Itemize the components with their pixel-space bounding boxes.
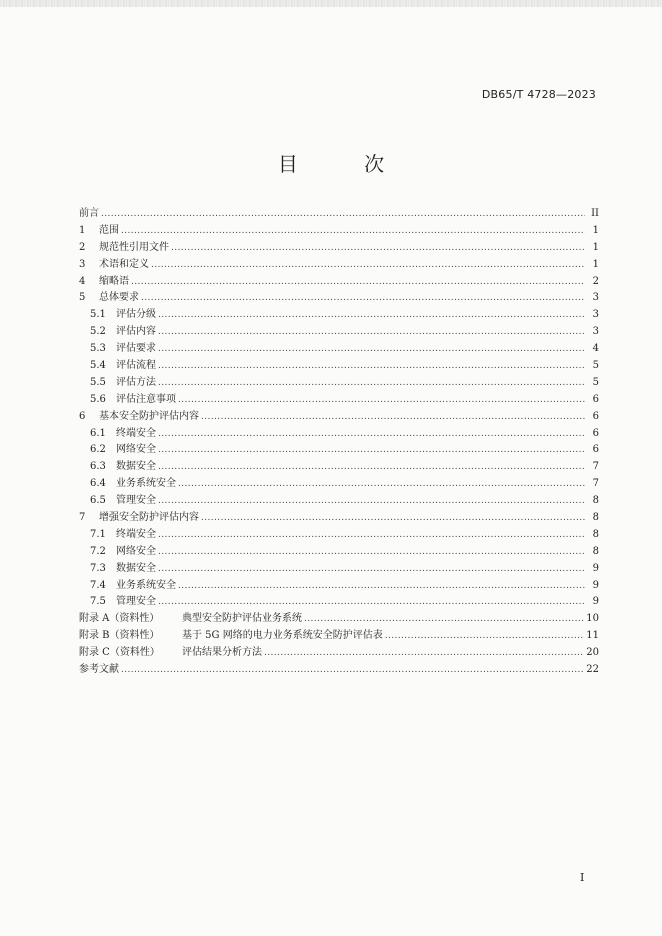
toc-entry[interactable] (79, 578, 599, 595)
toc-entry[interactable] (79, 611, 599, 628)
toc-entry[interactable] (79, 206, 599, 223)
page-title: 目 次 (277, 152, 415, 176)
toc-entry-number: 7 (79, 512, 86, 524)
toc-entry[interactable] (79, 442, 599, 459)
toc-entry-title: 管理安全 (116, 596, 156, 608)
toc-entry[interactable] (79, 527, 599, 544)
toc-entry-title: 评估内容 (116, 326, 156, 338)
toc-entry-number: 附录 B（资料性） (79, 630, 160, 642)
toc-entry-title: 增强安全防护评估内容 (99, 512, 199, 524)
toc-entry-page: 5 (592, 376, 599, 388)
dot-leader (171, 240, 585, 257)
dot-leader (264, 645, 584, 662)
toc-entry-number: 2 (79, 241, 86, 253)
toc-entry-number: 6.3 (90, 461, 106, 473)
toc-entry[interactable] (79, 493, 599, 510)
toc-entry-number: 6.2 (90, 444, 106, 456)
toc-entry[interactable] (79, 392, 599, 409)
toc-entry-page: 4 (592, 343, 599, 355)
toc-entry-page: 6 (592, 444, 599, 456)
dot-leader (304, 611, 584, 628)
toc-entry-title: 评估结果分析方法 (182, 647, 262, 659)
dot-leader (158, 594, 585, 611)
toc-entry-number: 6 (79, 410, 86, 422)
toc-entry-page: 6 (592, 393, 599, 405)
toc-entry-title: 评估分级 (116, 309, 156, 321)
toc-entry[interactable] (79, 510, 599, 527)
toc-entry-title: 网络安全 (116, 545, 156, 557)
dot-leader (121, 662, 584, 679)
dot-leader (178, 578, 585, 595)
toc-entry-page: 10 (586, 613, 599, 625)
dot-leader (158, 307, 585, 324)
dot-leader (178, 476, 585, 493)
toc-entry-title: 终端安全 (116, 427, 156, 439)
dot-leader (158, 426, 585, 443)
toc-entry-page: II (591, 208, 599, 219)
dot-leader (201, 409, 585, 426)
toc-entry[interactable] (79, 662, 599, 679)
toc-entry-title: 业务系统安全 (116, 478, 176, 490)
toc-entry[interactable] (79, 257, 599, 274)
toc-entry-page: 11 (586, 630, 599, 642)
toc-entry-number: 7.3 (90, 562, 106, 574)
dot-leader (101, 206, 585, 223)
dot-leader (158, 442, 585, 459)
toc-entry-number: 4 (79, 275, 86, 287)
toc-entry[interactable] (79, 594, 599, 611)
toc-entry-page: 6 (592, 427, 599, 439)
dot-leader (121, 223, 585, 240)
toc-entry-number: 1 (79, 224, 86, 236)
toc-entry-page: 8 (592, 495, 599, 507)
toc-entry-title: 评估方法 (116, 376, 156, 388)
toc-entry-title: 评估要求 (116, 343, 156, 355)
toc-entry-number: 5 (79, 292, 86, 304)
toc-entry-page: 1 (592, 258, 599, 270)
toc-entry-number: 5.3 (90, 343, 106, 355)
toc-entry-number: 6.1 (90, 427, 106, 439)
toc-entry[interactable] (79, 324, 599, 341)
toc-entry[interactable] (79, 628, 599, 645)
toc-entry[interactable] (79, 426, 599, 443)
toc-entry[interactable] (79, 459, 599, 476)
toc-entry-number: 5.5 (90, 376, 106, 388)
scan-edge-strip (0, 0, 662, 7)
toc-entry[interactable] (79, 375, 599, 392)
dot-leader (158, 358, 585, 375)
table-of-contents (79, 206, 599, 679)
dot-leader (158, 341, 585, 358)
page-number: I (580, 871, 585, 884)
toc-entry[interactable] (79, 645, 599, 662)
toc-entry-page: 3 (592, 292, 599, 304)
toc-entry-page: 6 (592, 410, 599, 422)
toc-entry-title: 网络安全 (116, 444, 156, 456)
dot-leader (158, 527, 585, 544)
toc-entry-title: 评估注意事项 (116, 393, 176, 405)
toc-entry-page: 8 (592, 545, 599, 557)
toc-entry-number: 7.4 (90, 579, 106, 591)
toc-entry[interactable] (79, 358, 599, 375)
toc-entry-number: 5.4 (90, 360, 106, 372)
toc-entry[interactable] (79, 240, 599, 257)
toc-entry-page: 3 (592, 309, 599, 321)
toc-entry-page: 8 (592, 512, 599, 524)
toc-entry-title: 管理安全 (116, 495, 156, 507)
toc-entry-page: 7 (592, 478, 599, 490)
toc-entry-page: 5 (592, 360, 599, 372)
toc-entry-title: 评估流程 (116, 360, 156, 372)
dot-leader (158, 493, 585, 510)
dot-leader (131, 274, 585, 291)
toc-entry-number: 5.2 (90, 326, 106, 338)
toc-entry[interactable] (79, 223, 599, 240)
dot-leader (158, 324, 585, 341)
toc-entry-number: 附录 C（资料性） (79, 647, 160, 659)
toc-entry-title: 数据安全 (116, 562, 156, 574)
toc-entry-number: 5.6 (90, 393, 106, 405)
toc-entry[interactable] (79, 409, 599, 426)
toc-entry-number: 7.5 (90, 596, 106, 608)
toc-entry-number: 6.4 (90, 478, 106, 490)
toc-entry-title: 终端安全 (116, 528, 156, 540)
toc-entry-title: 术语和定义 (99, 258, 149, 270)
toc-entry-page: 1 (592, 224, 599, 236)
toc-entry-title: 典型安全防护评估业务系统 (182, 613, 302, 625)
toc-entry-page: 8 (592, 528, 599, 540)
toc-entry[interactable] (79, 290, 599, 307)
toc-entry-title: 范围 (99, 224, 119, 236)
toc-entry-page: 7 (592, 461, 599, 473)
toc-entry-page: 9 (592, 579, 599, 591)
dot-leader (178, 392, 585, 409)
toc-entry-number: 附录 A（资料性） (79, 613, 160, 625)
toc-entry[interactable] (79, 274, 599, 291)
dot-leader (141, 290, 585, 307)
toc-entry-title: 基本安全防护评估内容 (99, 410, 199, 422)
toc-entry-title: 总体要求 (99, 292, 139, 304)
toc-entry[interactable] (79, 544, 599, 561)
toc-entry-page: 1 (592, 241, 599, 253)
toc-entry-page: 2 (592, 275, 599, 287)
toc-entry-number: 5.1 (90, 309, 106, 321)
toc-entry-page: 20 (586, 647, 599, 659)
toc-entry-title: 业务系统安全 (116, 579, 176, 591)
toc-entry-title: 数据安全 (116, 461, 156, 473)
dot-leader (385, 628, 585, 645)
toc-entry[interactable] (79, 341, 599, 358)
dot-leader (201, 510, 585, 527)
toc-entry-number: 3 (79, 258, 86, 270)
dot-leader (158, 459, 585, 476)
toc-entry-title: 缩略语 (99, 275, 129, 287)
toc-entry[interactable] (79, 307, 599, 324)
toc-entry-page: 3 (592, 326, 599, 338)
dot-leader (151, 257, 585, 274)
toc-entry[interactable] (79, 476, 599, 493)
toc-entry-title: 参考文献 (79, 664, 119, 676)
dot-leader (158, 561, 585, 578)
toc-entry-number: 6.5 (90, 495, 106, 507)
toc-entry-title: 前言 (79, 208, 99, 219)
toc-entry-number: 7.1 (90, 528, 106, 540)
toc-entry-number: 7.2 (90, 545, 106, 557)
toc-entry-page: 22 (586, 664, 599, 676)
toc-entry-title: 基于 5G 网络的电力业务系统安全防护评估表 (182, 630, 383, 642)
dot-leader (158, 544, 585, 561)
standard-code: DB65/T 4728—2023 (481, 88, 596, 101)
toc-entry[interactable] (79, 561, 599, 578)
toc-entry-title: 规范性引用文件 (99, 241, 169, 253)
dot-leader (158, 375, 585, 392)
toc-entry-page: 9 (592, 596, 599, 608)
toc-entry-page: 9 (592, 562, 599, 574)
